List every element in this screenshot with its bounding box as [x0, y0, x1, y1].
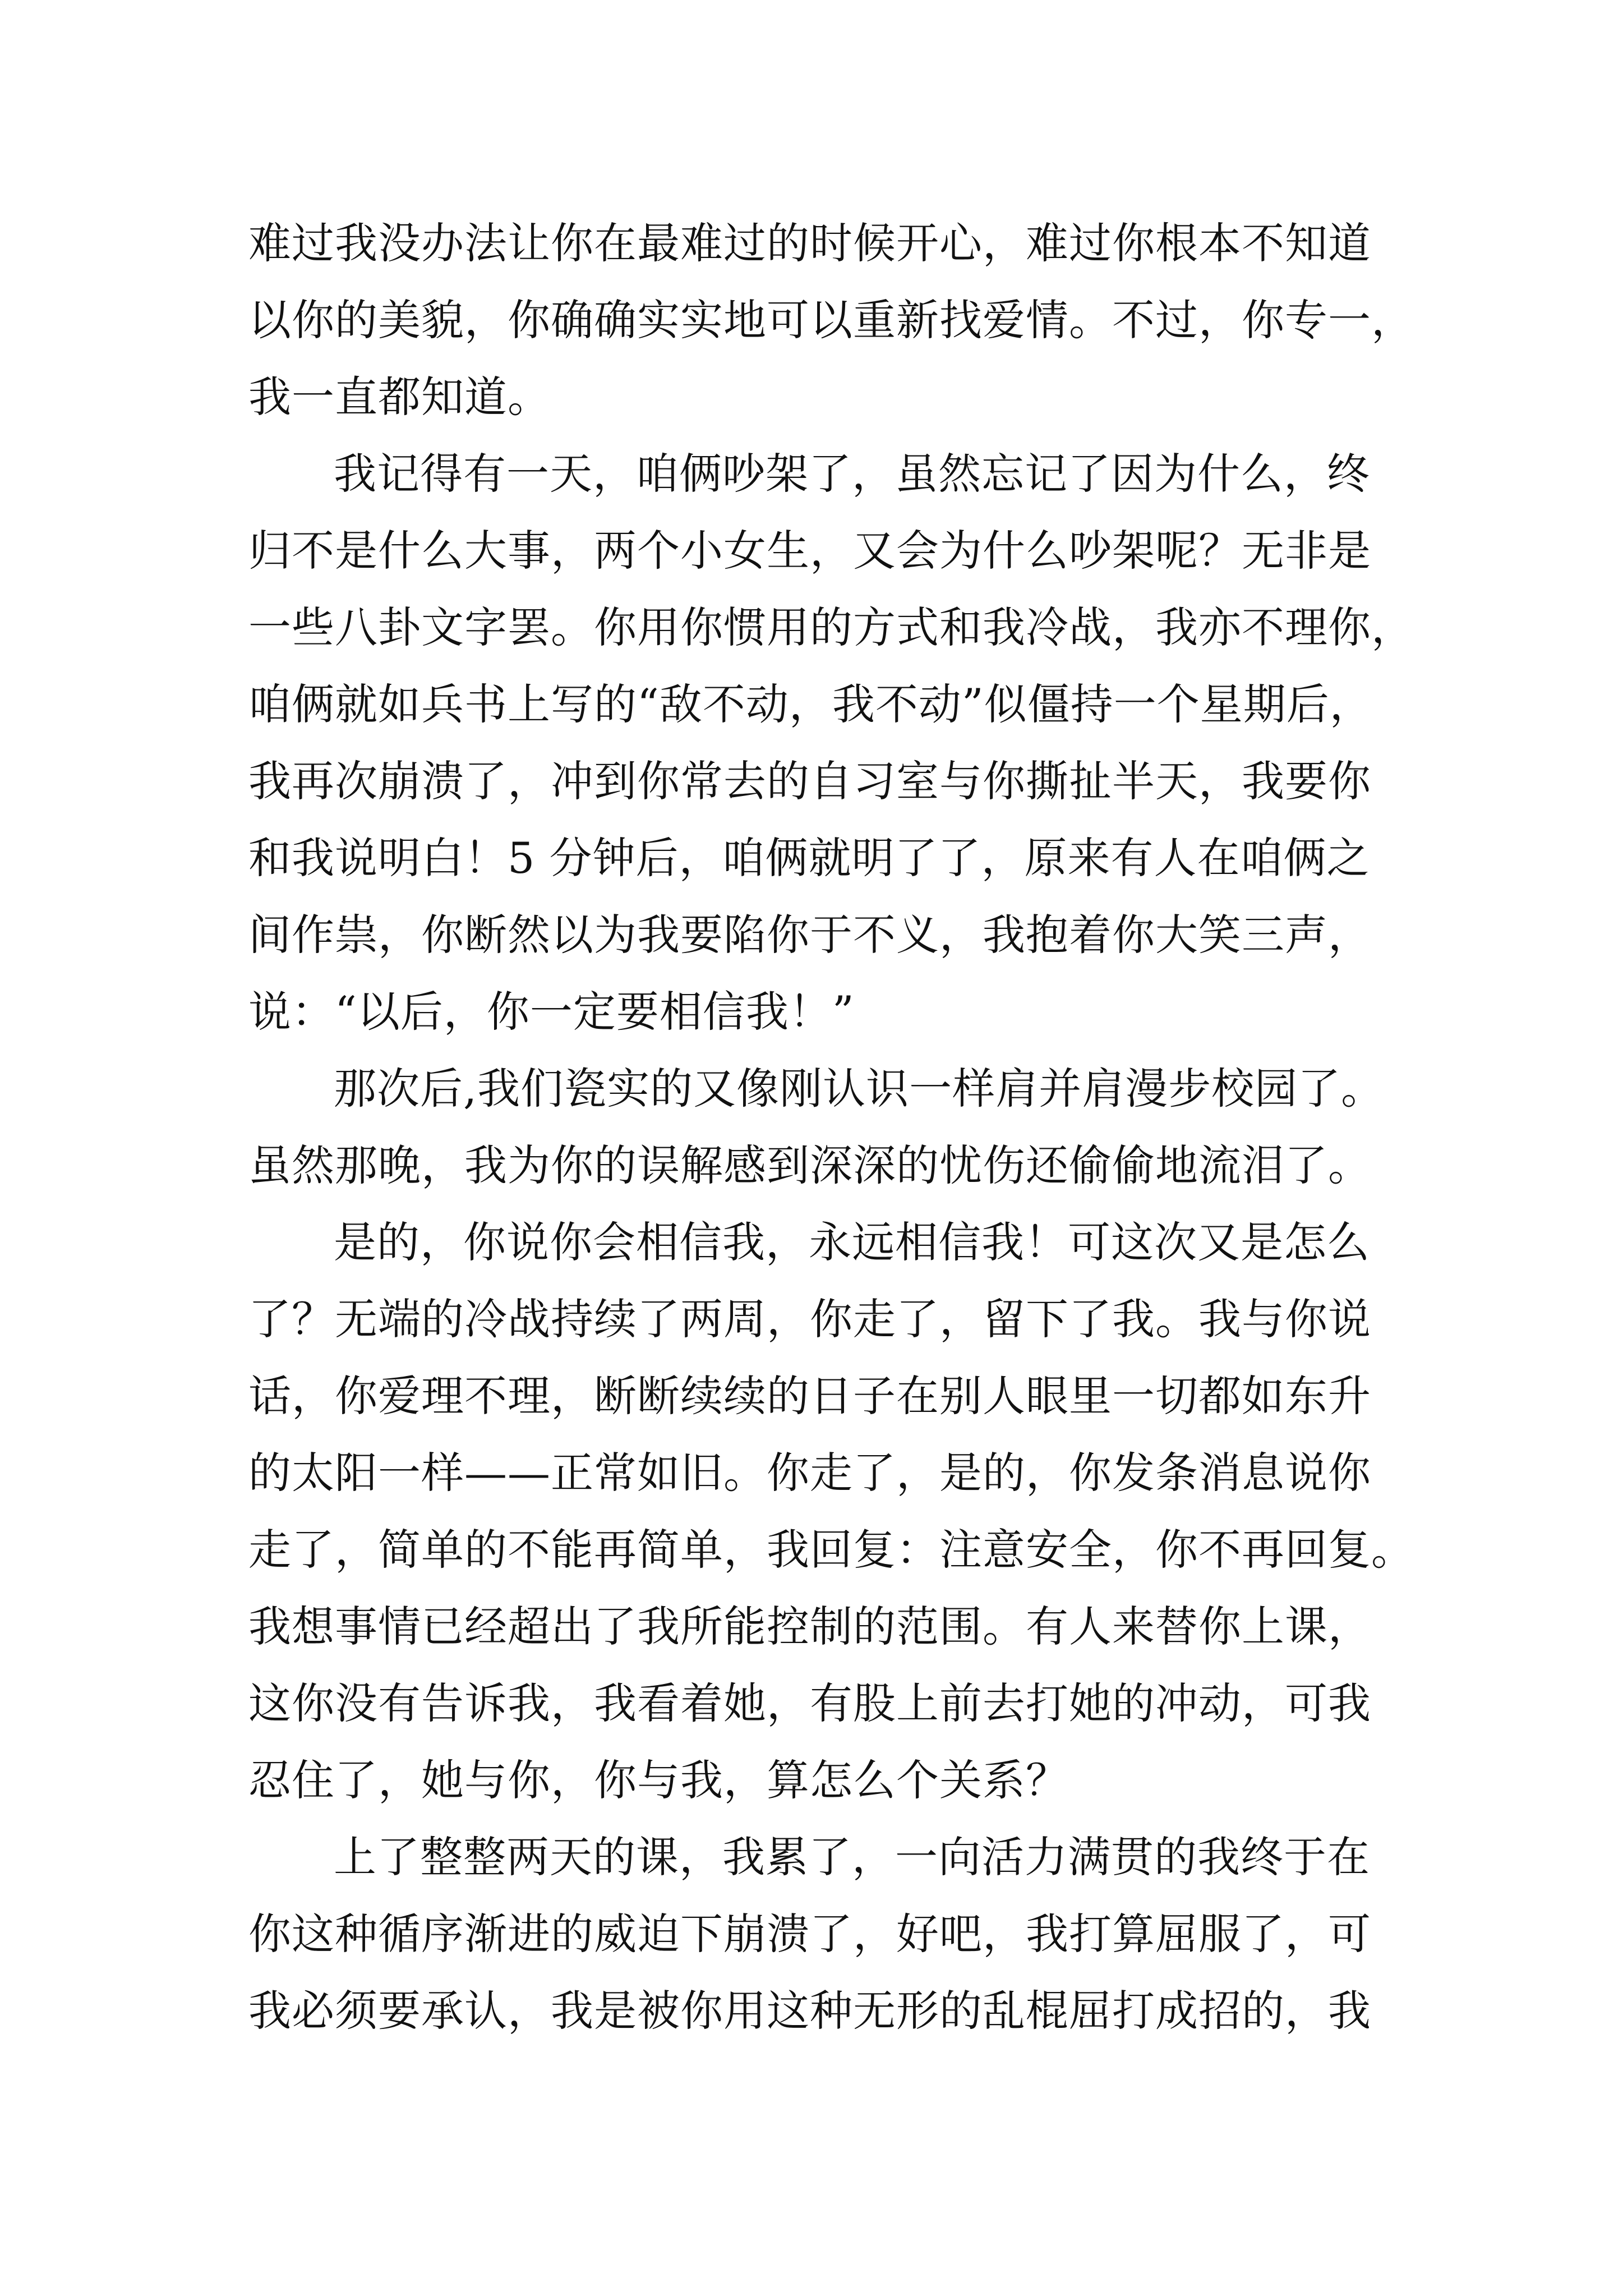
text-line: 是的，你说你会相信我，永远相信我！可这次又是怎么 — [334, 1217, 1370, 1267]
text-line: 和我说明白！5 分钟后，咱俩就明了了，原来有人在咱俩之 — [248, 833, 1370, 883]
text-line: 我必须要承认，我是被你用这种无形的乱棍屈打成招的，我 — [248, 1986, 1371, 2036]
text-line: 话，你爱理不理，断断续续的日子在别人眼里一切都如东升 — [248, 1371, 1371, 1421]
text-line: 了？无端的冷战持续了两周，你走了，留下了我。我与你说 — [248, 1294, 1371, 1344]
text-line: 这你没有告诉我，我看着她，有股上前去打她的冲动，可我 — [248, 1678, 1371, 1728]
text-line: 说：“以后，你一定要相信我！” — [248, 987, 855, 1037]
text-line: 间作祟，你断然以为我要陷你于不义，我抱着你大笑三声， — [248, 910, 1371, 960]
text-line: 上了整整两天的课，我累了，一向活力满贯的我终于在 — [334, 1832, 1370, 1882]
text-line: 你这种循序渐进的威迫下崩溃了，好吧，我打算屈服了，可 — [248, 1909, 1371, 1959]
text-line: 虽然那晚，我为你的误解感到深深的忧伤还偷偷地流泪了。 — [248, 1140, 1371, 1190]
text-line: 我想事情已经超出了我所能控制的范围。有人来替你上课， — [248, 1602, 1371, 1651]
text-line: 我记得有一天，咱俩吵架了，虽然忘记了因为什么，终 — [334, 449, 1370, 499]
text-line: 走了，简单的不能再简单，我回复：注意安全，你不再回复。 — [248, 1525, 1414, 1575]
text-line: 我一直都知道。 — [248, 372, 551, 422]
text-line: 忍住了，她与你，你与我，算怎么个关系？ — [248, 1755, 1069, 1805]
text-line: 咱俩就如兵书上写的“敌不动，我不动”似僵持一个星期后， — [248, 679, 1373, 729]
text-line: 那次后,我们瓷实的又像刚认识一样肩并肩漫步校园了。 — [334, 1064, 1385, 1114]
text-line: 我再次崩溃了，冲到你常去的自习室与你撕扯半天，我要你 — [248, 756, 1371, 806]
text-line: 归不是什么大事，两个小女生，又会为什么吵架呢？无非是 — [248, 526, 1371, 576]
text-line: 难过我没办法让你在最难过的时候开心，难过你根本不知道 — [248, 218, 1371, 268]
body-text — [248, 205, 1414, 2049]
text-line: 以你的美貌，你确确实实地可以重新找爱情。不过，你专一， — [248, 295, 1414, 345]
text-line: 的太阳一样——正常如旧。你走了，是的，你发条消息说你 — [248, 1448, 1371, 1498]
text-line: 一些八卦文字罢。你用你惯用的方式和我冷战，我亦不理你， — [248, 602, 1414, 652]
